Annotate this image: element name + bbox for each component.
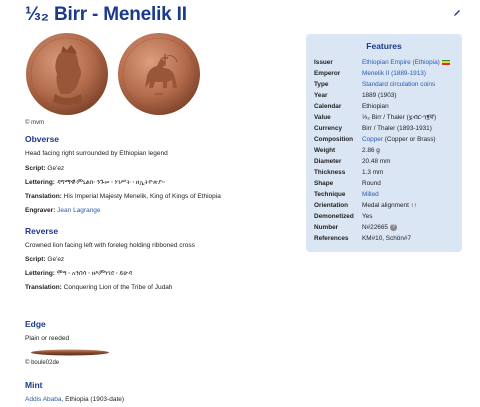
type-link[interactable]: Standard circulation coins (362, 81, 436, 88)
mint-value: Addis Ababa, Ethiopia (1903-date) (25, 396, 125, 403)
reverse-heading: Reverse (25, 226, 59, 236)
reverse-script: Script: Ge'ez (25, 256, 65, 263)
obverse-translation: Translation: His Imperial Majesty Menelik, King of Kings of Ethiopia (25, 193, 221, 200)
features-panel: Features Issuer Ethiopian Empire (Ethiopia) Emperor Menelik II (1889-1913) Type Standard circulation coins Year 1889 (1903) Calendar Ethiopian Value ⅓₂ Birr / Thaler (፯ብር፡ኅ፪ኛ) Currency Birr / Thaler (1893-1931) Composition Copper (Copper or Brass) Weight 2.86 g Diameter 20.48 mm Thickness 1.3 mm Shape Round Technique Milled Orientation Medal alignment ↑↑ Demonetized Yes Number N#22665 ? References KM#10, Schön#7 (306, 34, 462, 252)
edge-coin-image[interactable] (30, 349, 110, 356)
edge-heading: Edge (25, 319, 46, 329)
obverse-engraver: Engraver: Jean Lagrange (25, 207, 101, 214)
reverse-lettering: Lettering: ሞዓ ፡ አንበሳ ፡ ዘእምነገደ ፡ ይሁዳ (25, 270, 133, 277)
page-title: ⅓₂ Birr - Menelik II (25, 4, 187, 25)
reverse-coin-image[interactable] (117, 32, 201, 116)
help-icon[interactable]: ? (390, 224, 397, 231)
technique-link[interactable]: Milled (362, 191, 379, 198)
mint-link[interactable]: Addis Ababa (25, 396, 62, 403)
reverse-translation: Translation: Conquering Lion of the Tribe of Judah (25, 284, 173, 291)
pen-icon[interactable] (452, 8, 462, 18)
features-title: Features (366, 41, 402, 51)
issuer-link[interactable]: Ethiopian Empire (Ethiopia) (362, 59, 440, 66)
obverse-script: Script: Ge'ez (25, 165, 65, 172)
obverse-description: Head facing right surrounded by Ethiopian legend (25, 150, 168, 157)
coin-images (25, 32, 205, 118)
ethiopia-flag-icon (442, 60, 450, 65)
obverse-heading: Obverse (25, 134, 60, 144)
edge-description: Plain or reeded (25, 335, 70, 342)
edge-copyright: © boule02de (25, 360, 60, 366)
emperor-link[interactable]: Menelik II (1889-1913) (362, 70, 426, 77)
obverse-lettering: Lettering: ዳግማዊ፡ምኒልክ፡ ንጉሠ ፡ ነገሥት ፡ ዘኢትዮጵያ፡፡ (25, 179, 165, 186)
obverse-coin-image[interactable] (25, 32, 109, 116)
reverse-description: Crowned lion facing left with foreleg holding ribboned cross (25, 242, 195, 249)
composition-link[interactable]: Copper (362, 136, 383, 143)
mint-heading: Mint (25, 380, 43, 390)
engraver-link[interactable]: Jean Lagrange (57, 207, 101, 214)
obverse-copyright: © mvm (25, 120, 45, 126)
